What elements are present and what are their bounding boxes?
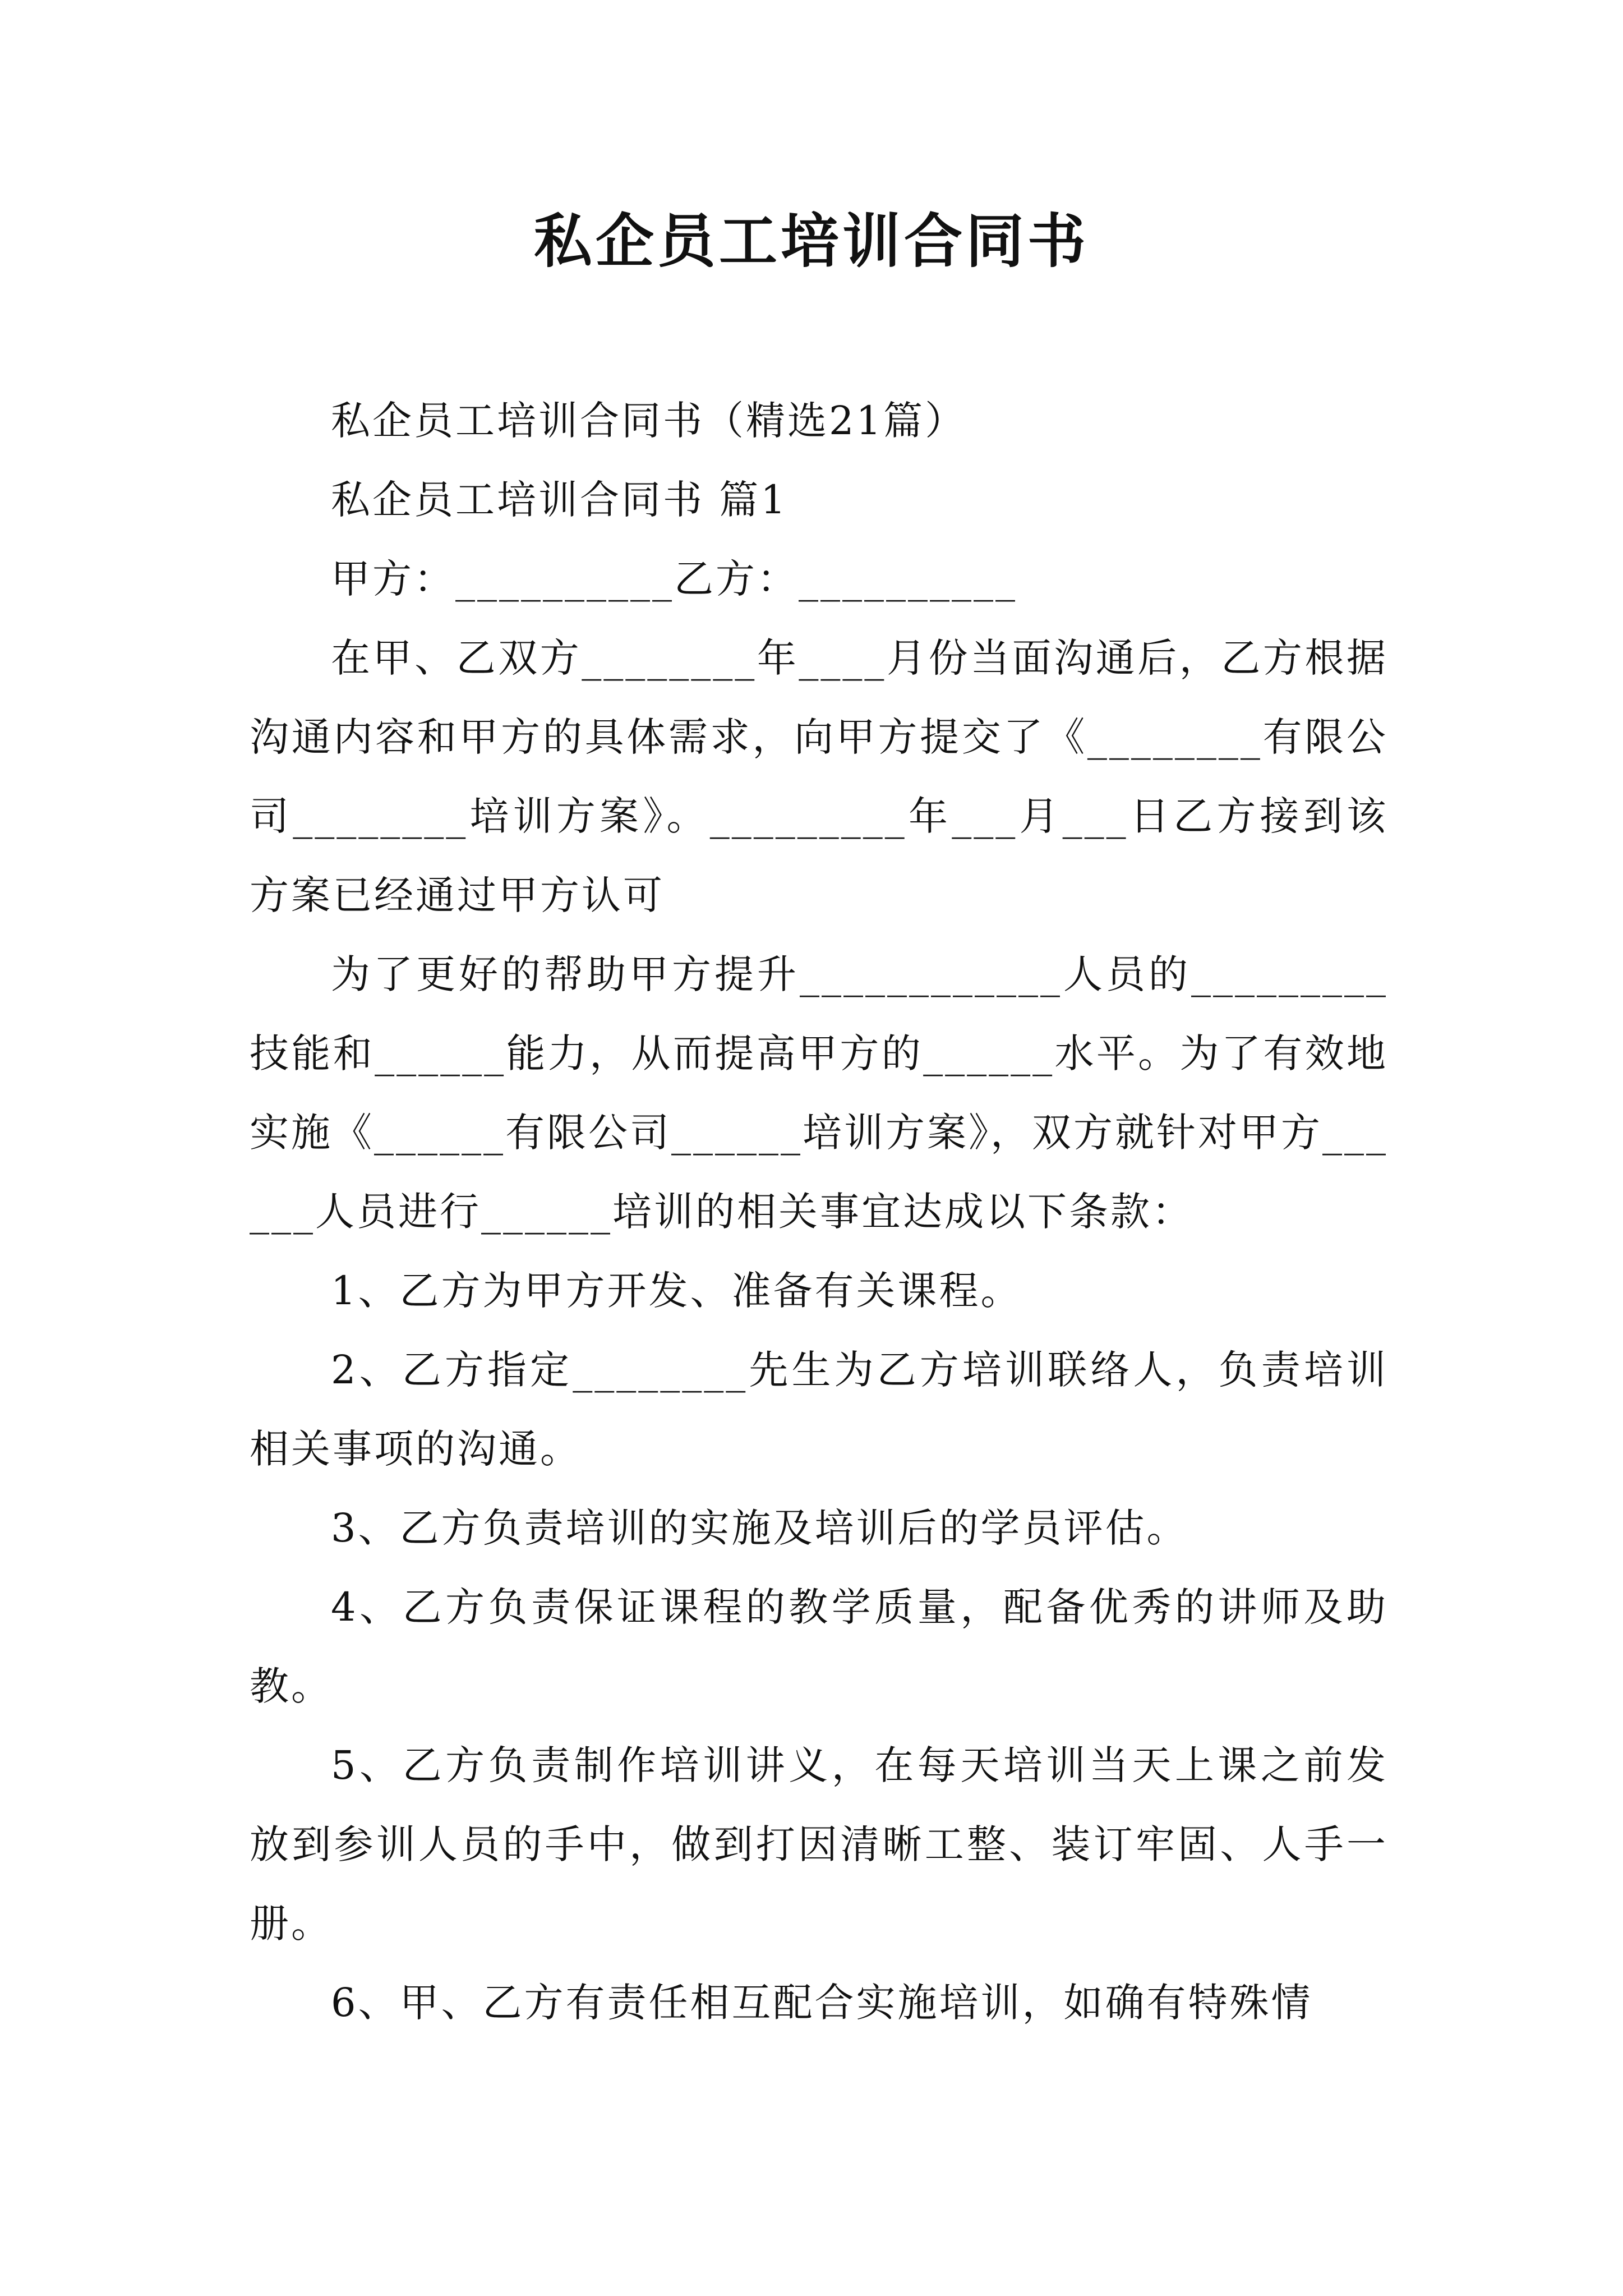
paragraph-background: 在甲、乙双方________年____月份当面沟通后，乙方根据沟通内容和甲方的具体需求，向甲方提交了《________有限公司________培训方案》。_________年___月___日乙方接到该方案已经通过甲方认可 <box>250 635 1388 918</box>
paragraph-parties: 甲方：__________乙方：__________ <box>331 556 1017 602</box>
paragraph-section-heading: 私企员工培训合同书 篇1 <box>331 477 788 523</box>
clause-4: 4、乙方负责保证课程的教学质量，配备优秀的讲师及助教。 <box>250 1584 1388 1709</box>
paragraph-collection-title: 私企员工培训合同书（精选21篇） <box>331 398 967 444</box>
document-title: 私企员工培训合同书 <box>533 206 1089 275</box>
document-body <box>250 381 1388 2042</box>
clause-3: 3、乙方负责培训的实施及培训后的学员评估。 <box>331 1505 1188 1551</box>
clause-6: 6、甲、乙方有责任相互配合实施培训，如确有特殊情 <box>331 1980 1313 2026</box>
clause-2: 2、乙方指定________先生为乙方培训联络人，负责培训相关事项的沟通。 <box>250 1347 1388 1472</box>
paragraph-purpose: 为了更好的帮助甲方提升____________人员的_________技能和______能力，从而提高甲方的______水平。为了有效地实施《______有限公司______培训方案》，双方就针对甲方______人员进行______培训的相关事宜达成以下条款： <box>250 951 1388 1235</box>
clause-1: 1、乙方为甲方开发、准备有关课程。 <box>331 1268 1022 1314</box>
clause-5: 5、乙方负责制作培训讲义，在每天培训当天上课之前发放到参训人员的手中，做到打因清晰工整、装订牢固、人手一册。 <box>250 1742 1388 1947</box>
